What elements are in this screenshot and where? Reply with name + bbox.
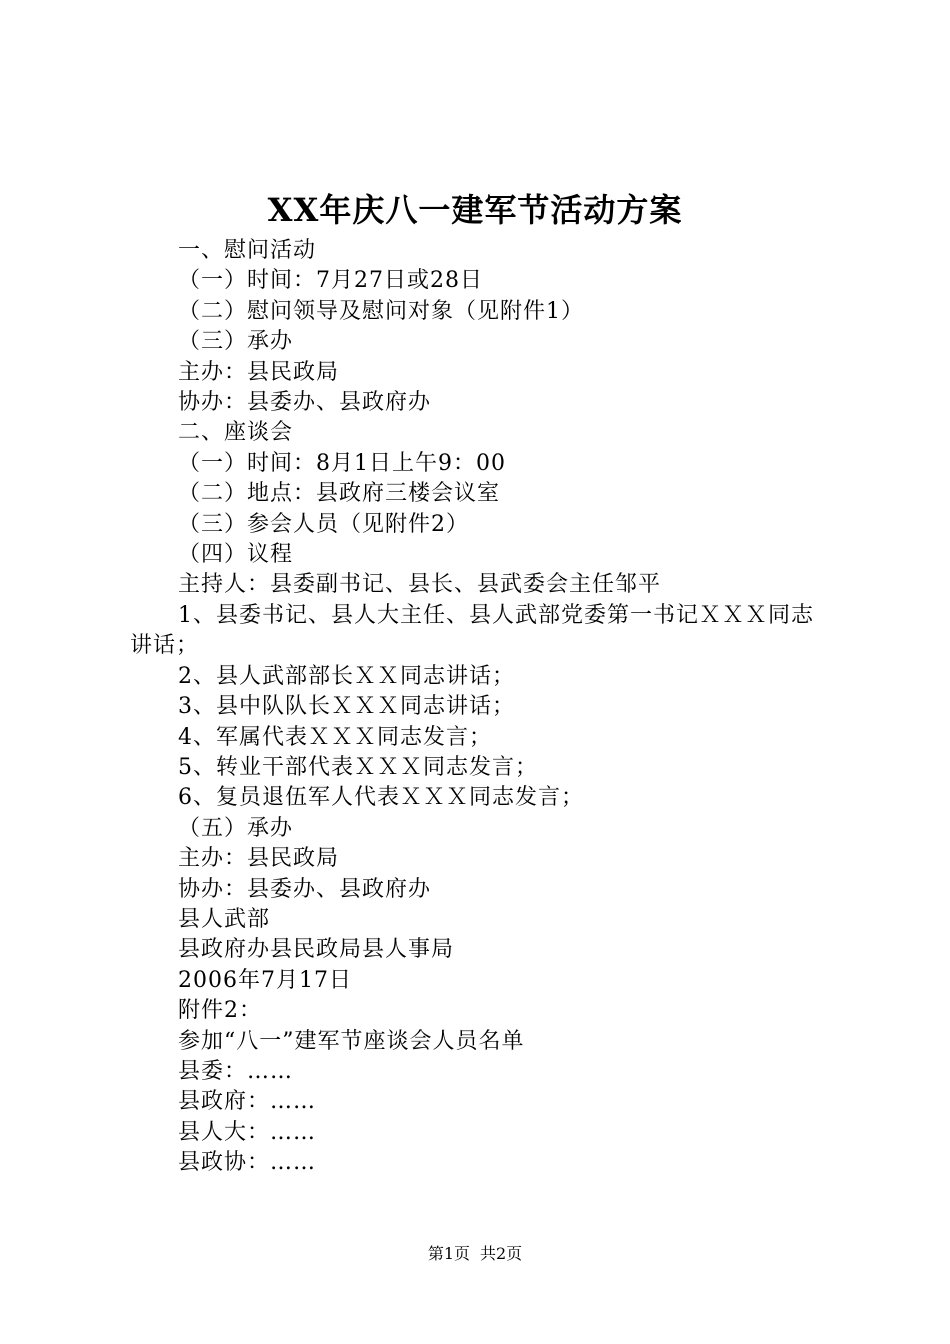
list-item: 县委：…… — [178, 1058, 294, 1084]
paragraph: （五）承办 — [178, 815, 294, 841]
page-footer — [0, 1242, 950, 1266]
paragraph: 主持人：县委副书记、县长、县武委会主任邹平 — [178, 572, 662, 598]
agenda-item: 5、转业干部代表ＸＸＸ同志发言； — [178, 754, 538, 780]
signature-line: 县政府办县民政局县人事局 — [178, 937, 455, 963]
agenda-item: 1、县委书记、县人大主任、县人武部党委第一书记ＸＸＸ同志讲话； — [130, 602, 814, 659]
agenda-item: 6、复员退伍军人代表ＸＸＸ同志发言； — [178, 785, 584, 811]
paragraph: 协办：县委办、县政府办 — [178, 390, 432, 416]
date-line: 2006年7月17日 — [178, 967, 352, 993]
paragraph: 协办：县委办、县政府办 — [178, 876, 432, 902]
attachment-label: 附件2： — [178, 998, 262, 1024]
paragraph: （二）慰问领导及慰问对象（见附件1） — [178, 298, 584, 324]
paragraph: （三）参会人员（见附件2） — [178, 511, 469, 537]
list-item: 县政府：…… — [178, 1089, 317, 1115]
page-total: 共2页 — [480, 1244, 523, 1263]
attachment-title: 参加“八一”建军节座谈会人员名单 — [178, 1028, 525, 1054]
agenda-item: 2、县人武部部长ＸＸ同志讲话； — [178, 663, 515, 689]
document-title: XX年庆八一建军节活动方案 — [267, 191, 683, 229]
paragraph: 主办：县民政局 — [178, 359, 340, 385]
signature-line: 县人武部 — [178, 906, 271, 932]
paragraph: 主办：县民政局 — [178, 846, 340, 872]
list-item: 县政协：…… — [178, 1150, 317, 1176]
agenda-item: 3、县中队队长ＸＸＸ同志讲话； — [178, 694, 515, 720]
document-body — [130, 236, 830, 1179]
paragraph: （二）地点：县政府三楼会议室 — [178, 481, 501, 507]
section-heading: 二、座谈会 — [178, 420, 294, 446]
paragraph: （一）时间：8月1日上午9：00 — [178, 450, 506, 476]
section-heading: 一、慰问活动 — [178, 238, 317, 263]
paragraph: （三）承办 — [178, 329, 294, 355]
agenda-item: 4、军属代表ＸＸＸ同志发言； — [178, 724, 492, 750]
list-item: 县人大：…… — [178, 1119, 317, 1145]
paragraph: （一）时间：7月27日或28日 — [178, 268, 483, 294]
paragraph: （四）议程 — [178, 542, 294, 568]
page-number: 第1页 — [427, 1244, 470, 1263]
